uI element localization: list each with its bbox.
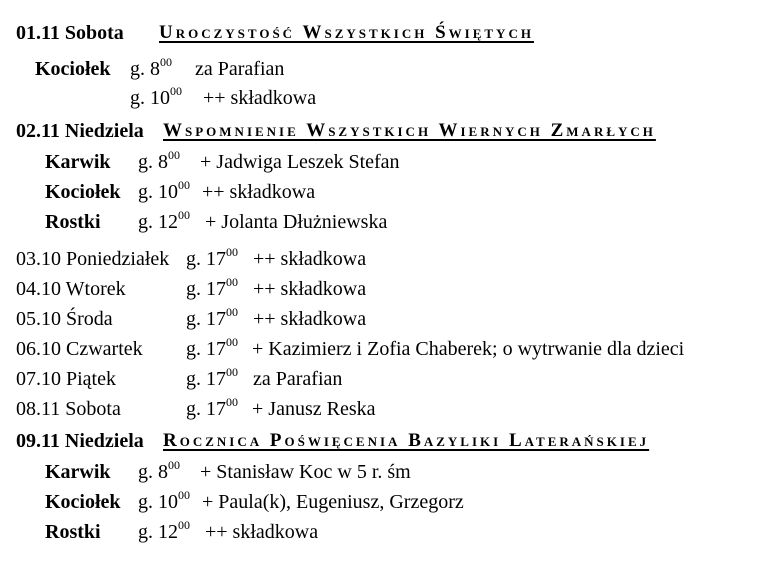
mass-time: g. $10^{00}$ bbox=[130, 84, 182, 109]
day-header-nov01-feast: Uroczystość Wszystkich Świętych bbox=[159, 22, 534, 43]
mass-time: g. $17^{00}$ bbox=[186, 305, 238, 330]
place-name: Karwik bbox=[45, 151, 111, 173]
weekday-date: 05.10 Środa bbox=[16, 308, 113, 330]
place-name: Kociołek bbox=[35, 58, 111, 80]
mass-time: g. $10^{00}$ bbox=[138, 488, 190, 513]
weekday-date: 08.11 Sobota bbox=[16, 398, 121, 420]
mass-time: g. $10^{00}$ bbox=[138, 178, 190, 203]
intention-text: ++ składkowa bbox=[203, 87, 317, 109]
intention-text: + Paula(k), Eugeniusz, Grzegorz bbox=[202, 491, 464, 513]
weekday-date: 03.10 Poniedziałek bbox=[16, 248, 170, 270]
place-name: Rostki bbox=[45, 211, 101, 233]
intention-text: ++ składkowa bbox=[202, 181, 316, 203]
day-header-nov02-feast: Wspomnienie Wszystkich Wiernych Zmarłych bbox=[163, 120, 656, 141]
intention-text: + Jadwiga Leszek Stefan bbox=[200, 151, 400, 173]
weekday-date: 04.10 Wtorek bbox=[16, 278, 126, 300]
mass-time: g. $17^{00}$ bbox=[186, 395, 238, 420]
mass-time: g. $12^{00}$ bbox=[138, 518, 190, 543]
day-header-nov01-date: 01.11 Sobota bbox=[16, 22, 124, 44]
mass-time: g. $8^{00}$ bbox=[138, 148, 180, 173]
weekday-date: 07.10 Piątek bbox=[16, 368, 116, 390]
intention-text: ++ składkowa bbox=[205, 521, 319, 543]
intention-text: + Kazimierz i Zofia Chaberek; o wytrwanie dla dzieci bbox=[252, 338, 685, 360]
place-name: Kociołek bbox=[45, 491, 121, 513]
intention-text: za Parafian bbox=[253, 368, 343, 390]
place-name: Kociołek bbox=[45, 181, 121, 203]
intention-text: ++ składkowa bbox=[253, 308, 367, 330]
mass-time: g. $8^{00}$ bbox=[138, 458, 180, 483]
mass-time: g. $12^{00}$ bbox=[138, 208, 190, 233]
place-name: Karwik bbox=[45, 461, 111, 483]
weekday-date: 06.10 Czwartek bbox=[16, 338, 143, 360]
place-name: Rostki bbox=[45, 521, 101, 543]
intention-text: za Parafian bbox=[195, 58, 285, 80]
day-header-nov09-feast: Rocznica Poświęcenia Bazyliki Laterańskiej bbox=[163, 430, 650, 451]
mass-time: g. $17^{00}$ bbox=[186, 335, 238, 360]
mass-time: g. $17^{00}$ bbox=[186, 275, 238, 300]
intention-text: ++ składkowa bbox=[253, 278, 367, 300]
day-header-nov09-date: 09.11 Niedziela bbox=[16, 430, 144, 452]
intention-text: + Stanisław Koc w 5 r. śm bbox=[200, 461, 411, 483]
mass-time: g. $17^{00}$ bbox=[186, 245, 238, 270]
intention-text: ++ składkowa bbox=[253, 248, 367, 270]
mass-time: g. $8^{00}$ bbox=[130, 55, 172, 80]
intention-text: + Jolanta Dłużniewska bbox=[205, 211, 388, 233]
mass-time: g. $17^{00}$ bbox=[186, 365, 238, 390]
intention-text: + Janusz Reska bbox=[252, 398, 376, 420]
day-header-nov02-date: 02.11 Niedziela bbox=[16, 120, 144, 142]
